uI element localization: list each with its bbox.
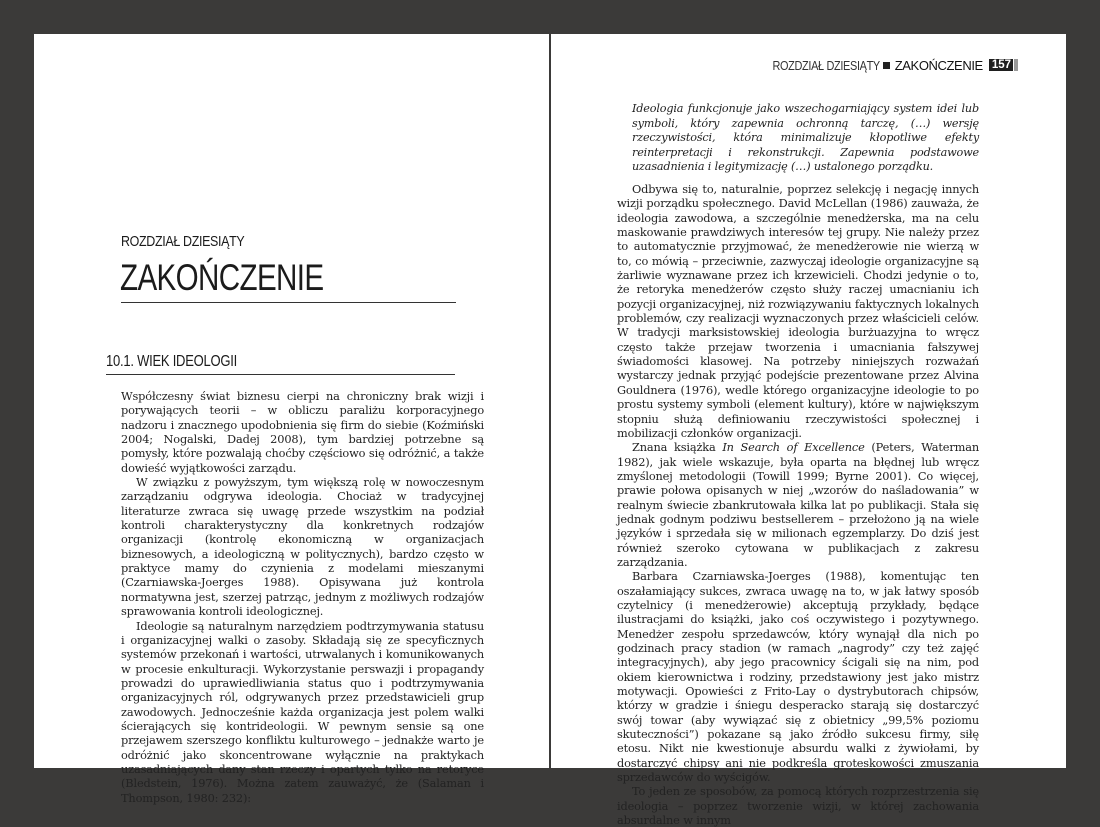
right-page [551, 34, 1066, 827]
paragraph: Barbara Czarniawska-Joerges (1988), komentując ten oszałamiający sukces, zwraca uwagę na to, w jak łatwy sposób czytelnicy (i menedżerowie) akceptują przykłady, będące ilustracjami do książki, jako coś oczywistego i pozytywnego. Menedżer zespołu sprzedawców, który wynajął dla nich po godzinach pracy stadion (w ramach „nagrody” czy też zajęć integracyjnych), aby jego pracownicy ścigali się na nim, pod okiem kierownictwa i rodziny, przedstawiony jest jako mistrz motywacji. Opowieści z Frito-Lay o dystrybutorach chipsów, którzy w gradzie i śniegu desperacko starają się dostarczyć swój towar (aby wywiązać się z obietnicy „99,5% poziomu skuteczności”) pokazane są jako źródło sukcesu firmy, siłę etosu. Nikt nie kwestionuje absurdu walki z żywiołami, by dostarczyć chipsy ani nie podkreśla groteskowości zmuszania sprzedawców do wyścigów. [617, 569, 979, 785]
left-page [34, 34, 549, 805]
chapter-label: ROZDZIAŁ DZIESIĄTY [121, 234, 245, 250]
paragraph: To jeden ze sposobów, za pomocą których rozprzestrzenia się ideologia – poprzez tworzenie wizji, w której zachowania absurdalne w innym [617, 784, 979, 827]
paragraph: Ideologie są naturalnym narzędziem podtrzymywania statusu i organizacyjnej walki o zasoby. Składają się ze specyficznych systemów przekonań i wartości, utrwalanych i komunikowanych w procesie enkulturacji. Wykorzystanie perswazji i propagandy prowadzi do uprawiedliwiania status quo i podtrzymywania organizacyjnych ról, odgrywanych przez przedstawicieli grup zawodowych. Jednocześnie każda organizacja jest polem walki ścierających się kontrideologii. W pewnym sensie są one przejawem szerszego konfliktu kulturowego – jednakże warto je odróżnić jako skoncentrowane wyłącznie na praktykach uzasadniających dany stan rzeczy i opartych tylko na retoryce (Bledstein, 1976). Można zatem zauważyć, że (Salaman i Thompson, 1980: 232): [121, 618, 484, 805]
page-number: 157 [989, 59, 1013, 71]
section-divider [106, 374, 455, 375]
header-title: ZAKOŃCZENIE [894, 57, 983, 73]
paragraph: Znana książka In Search of Excellence (Peters, Waterman 1982), jak wiele wskazuje, była oparta na błędnej lub wręcz zmyślonej metodologii (Towill 1999; Byrne 2001). Co więcej, prawie połowa opisanych w niej „wzorów do naśladowania” w realnym świecie zbankrutowała kilka lat po publikacji. Stała się jednak godnym podziwu bestsellerem – przełożono ją na wiele języków i sprzedała się w milionach egzemplarzy. Do dziś jest również szeroko cytowana w publikacjach z zakresu zarządzania. [617, 440, 979, 569]
chapter-title: ZAKOŃCZENIE [120, 257, 324, 298]
left-body-text [121, 389, 484, 805]
running-header [752, 58, 1018, 72]
paragraph: Odbywa się to, naturalnie, poprzez selekcję i negację innych wizji porządku społecznego. David McLellan (1986) zauważa, że ideologia zawodowa, a szczególnie menedżerska, ma na celu maskowanie prawdziwych interesów tej grupy. Nie należy przez to automatycznie przyjmować, że menedżerowie nie wierzą w to, co mówią – przeciwnie, zazwyczaj ideologie organizacyjne są żarliwie wyznawane przez ich krzewicieli. Chodzi jedynie o to, że retoryka menedżerów często służy raczej umacnianiu ich pozycji organizacyjnej, niż rozwiązywaniu faktycznych lokalnych problemów, czy realizacji wyznaczonych przez właścicieli celów. W tradycji marksistowskiej ideologia burżuazyjna to wręcz często także przejaw tworzenia i umacniania fałszywej świadomości klasowej. Na potrzeby niniejszych rozważań wystarczy jednak przyjąć podejście prezentowane przez Alvina Gouldnera (1976), wedle którego organizacyjne ideologie to po prostu systemy symboli (element kultury), które w największym stopniu służą definiowaniu rzeczywistości społecznej i mobilizacji członków organizacji. [617, 182, 979, 440]
page-number-tab [1014, 59, 1018, 71]
header-square-icon [883, 62, 890, 69]
paragraph: W związku z powyższym, tym większą rolę w nowoczesnym zarządzaniu odgrywa ideologia. Chociaż w tradycyjnej literaturze zwraca się uwagę przede wszystkim na podział kontroli charakterystyczny dla konkretnych rodzajów organizacji (kontrolę ekonomiczną w organizacjach biznesowych, a ideologiczną w politycznych), bardzo często w praktyce mamy do czynienia z modelami mieszanymi (Czarniawska-Joerges 1988). Opisywana już kontrola normatywna jest, szerzej patrząc, jednym z możliwych rodzajów sprawowania kontroli ideologicznej. [121, 475, 484, 619]
section-title: 10.1. WIEK IDEOLOGII [106, 353, 238, 370]
block-quote: Ideologia funkcjonuje jako wszechogarniający system idei lub symboli, który zapewnia ochronną tarczę, (…) wersję rzeczywistości, która minimalizuje kłopotliwe efekty reinterpretacji i rekonstrukcji. Zapewnia podstawowe uzasadnienia i legitymizację (…) ustalonego porządku. [632, 102, 979, 173]
right-body-text [617, 182, 979, 827]
header-chapter: ROZDZIAŁ DZIESIĄTY [772, 57, 880, 73]
chapter-divider [121, 302, 456, 303]
paragraph: Współczesny świat biznesu cierpi na chroniczny brak wizji i porywających teorii – w obliczu paraliżu korporacyjnego nadzoru i znacznego upodobnienia się firm do siebie (Koźmiński 2004; Nogalski, Dadej 2008), tym bardziej potrzebne są pomysły, które pozwalają choćby częściowo się odróżnić, a także dowieść wyjątkowości zarządu. [121, 389, 484, 475]
